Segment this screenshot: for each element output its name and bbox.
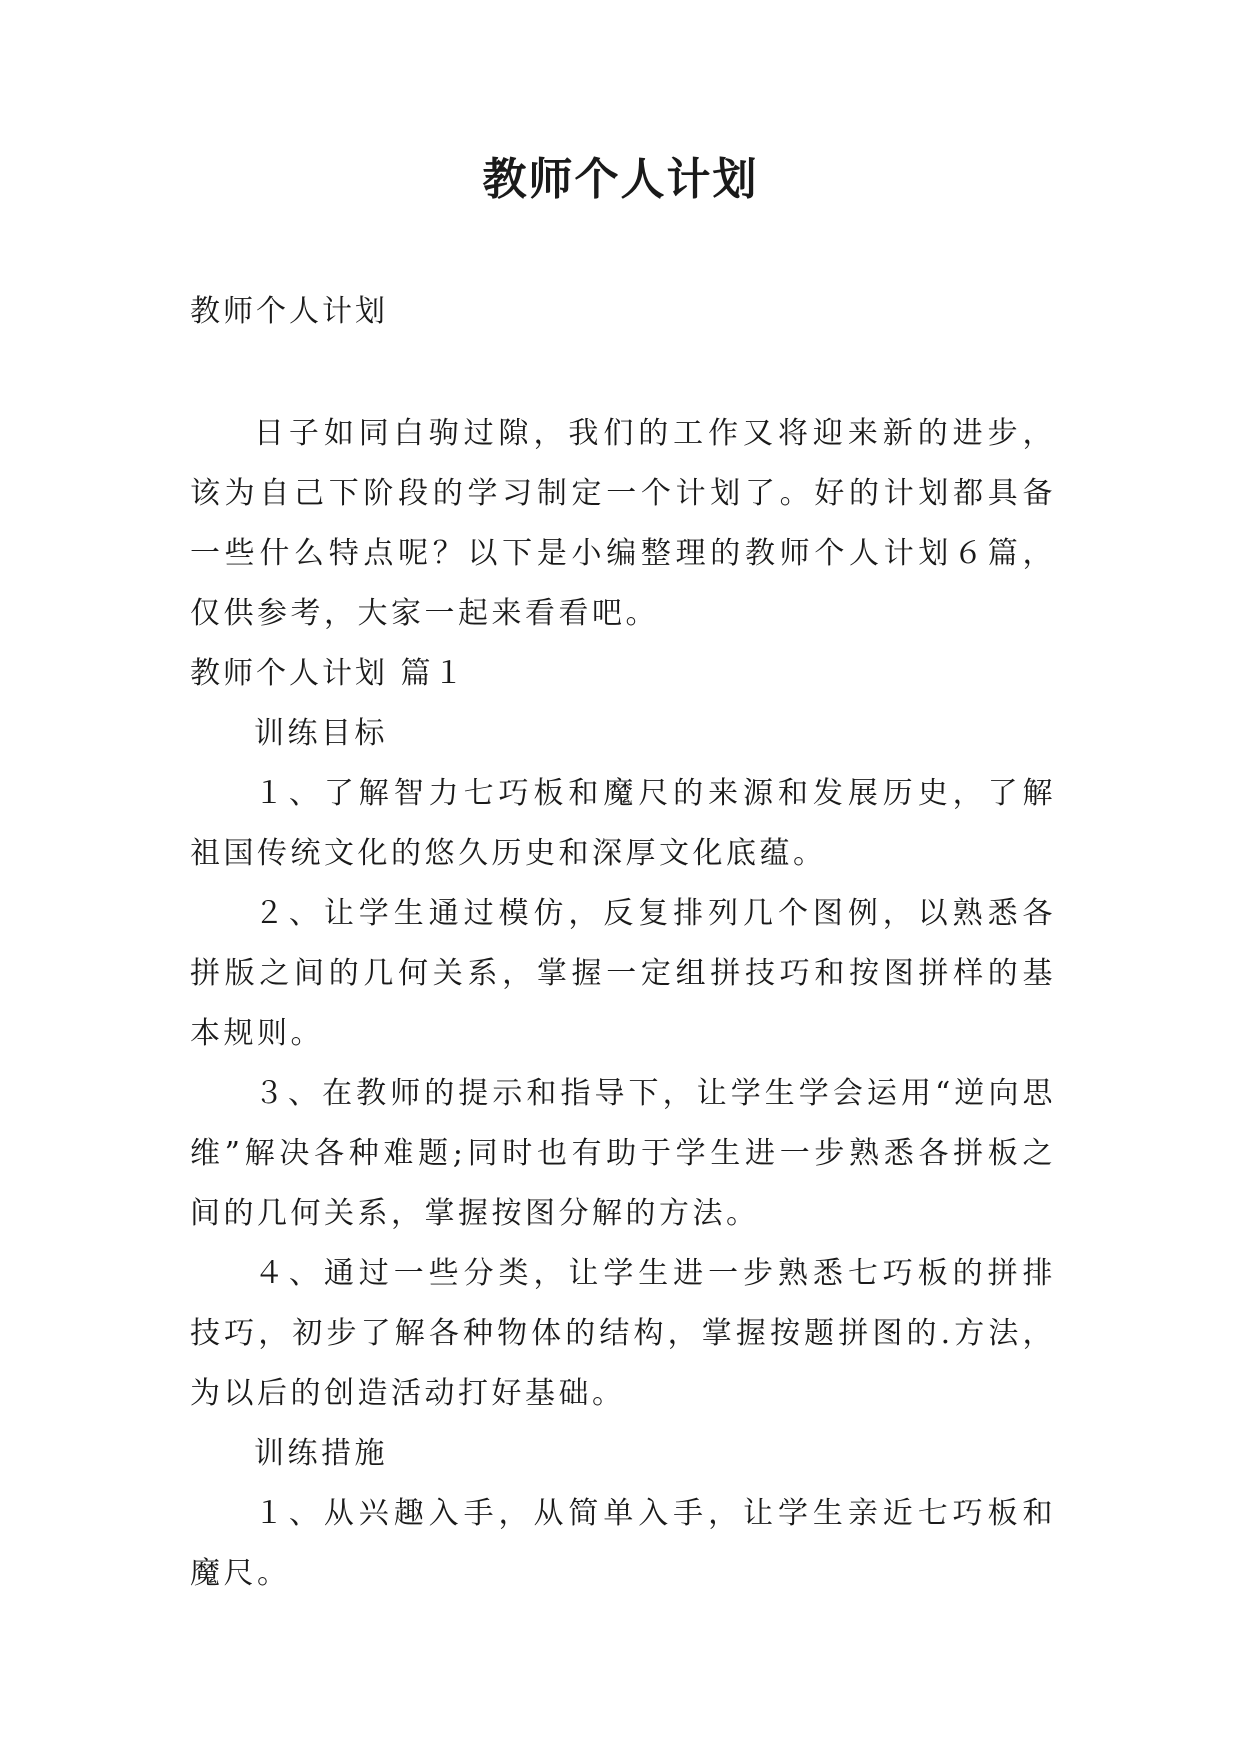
goal-item-2: ２、让学生通过模仿，反复排列几个图例，以熟悉各拼版之间的几何关系，掌握一定组拼技巧和按图拼样的基本规则。 bbox=[190, 896, 1056, 1051]
goal-item-1: １、了解智力七巧板和魔尺的来源和发展历史，了解祖国传统文化的悠久历史和深厚文化底蕴。 bbox=[190, 776, 1056, 871]
document-title: 教师个人计划 bbox=[482, 154, 759, 205]
document-subtitle: 教师个人计划 bbox=[190, 294, 388, 329]
subheading-training-goals: 训练目标 bbox=[254, 716, 388, 751]
intro-paragraph: 日子如同白驹过隙，我们的工作又将迎来新的进步，该为自己下阶段的学习制定一个计划了。好的计划都具备一些什么特点呢？以下是小编整理的教师个人计划６篇，仅供参考，大家一起来看看吧。 bbox=[190, 416, 1056, 631]
measure-item-1: １、从兴趣入手，从简单入手，让学生亲近七巧板和魔尺。 bbox=[190, 1496, 1056, 1591]
goal-item-3: ３、在教师的提示和指导下，让学生学会运用“逆向思维”解决各种难题;同时也有助于学生进一步熟悉各拼板之间的几何关系，掌握按图分解的方法。 bbox=[190, 1076, 1056, 1231]
document-body bbox=[190, 404, 1056, 1604]
subheading-training-measures: 训练措施 bbox=[254, 1436, 388, 1471]
goal-item-4: ４、通过一些分类，让学生进一步熟悉七巧板的拼排技巧，初步了解各种物体的结构，掌握按题拼图的.方法，为以后的创造活动打好基础。 bbox=[190, 1256, 1056, 1411]
section-heading: 教师个人计划 篇１ bbox=[190, 656, 467, 691]
